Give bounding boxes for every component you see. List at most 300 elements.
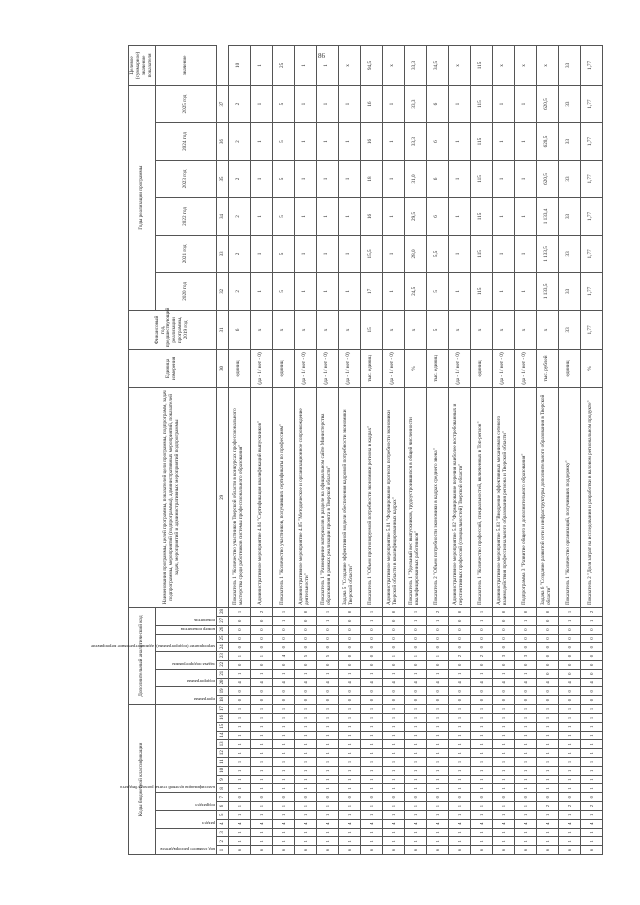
cell-y2025: 5 xyxy=(272,85,294,122)
code-cell: 3 xyxy=(514,652,536,661)
column-number: 14 xyxy=(216,731,228,740)
code-cell: 0 xyxy=(558,669,580,678)
code-cell: 1 xyxy=(338,749,360,758)
cell-y2025: 1,77 xyxy=(580,85,602,122)
code-cell: 1 xyxy=(536,722,558,731)
column-number: 3 xyxy=(216,828,228,837)
code-cell: 4 xyxy=(404,678,426,687)
target-sub-2: задача подпрограммы xyxy=(172,661,215,667)
cell-fin: x xyxy=(404,310,426,350)
code-cell: 1 xyxy=(250,784,272,793)
code-cell: 1 xyxy=(272,616,294,625)
code-cell: 0 xyxy=(448,634,470,643)
code-cell: 1 xyxy=(404,810,426,819)
code-cell: 0 xyxy=(514,660,536,669)
extra-code-group: Дополнительный аналитический код xyxy=(129,608,156,705)
cell-y2022: 29,5 xyxy=(404,198,426,235)
code-cell: 0 xyxy=(228,616,250,625)
table-row xyxy=(404,46,426,855)
code-cell: 0 xyxy=(228,625,250,634)
code-cell: 0 xyxy=(338,652,360,661)
code-cell: 0 xyxy=(294,625,316,634)
code-cell: 1 xyxy=(360,766,382,775)
code-cell: 1 xyxy=(580,740,602,749)
col-year-2023: 2023 год xyxy=(155,160,216,197)
cell-y2025: 1 xyxy=(514,85,536,122)
cell-target: 34,5 xyxy=(426,46,448,86)
table-row xyxy=(294,46,316,855)
code-cell: 0 xyxy=(294,687,316,696)
code-cell: 1 xyxy=(514,784,536,793)
code-cell: 1 xyxy=(272,775,294,784)
code-cell: 1 xyxy=(294,837,316,846)
code-cell: 1 xyxy=(360,828,382,837)
code-cell: 1 xyxy=(470,608,492,617)
code-cell: 0 xyxy=(294,643,316,652)
code-cell: 1 xyxy=(228,758,250,767)
code-cell: 0 xyxy=(404,660,426,669)
column-number: 11 xyxy=(216,758,228,767)
code-cell: 1 xyxy=(470,784,492,793)
code-cell: 1 xyxy=(382,705,404,714)
target-sub-0: программа xyxy=(193,697,215,703)
code-cell: 1 xyxy=(360,775,382,784)
code-cell: 0 xyxy=(514,696,536,705)
cell-y2022: 1 xyxy=(316,198,338,235)
code-cell: 1 xyxy=(426,669,448,678)
code-cell: 0 xyxy=(536,652,558,661)
code-cell: 0 xyxy=(250,643,272,652)
code-cell: 1 xyxy=(360,740,382,749)
code-cell: 1 xyxy=(558,775,580,784)
table-row xyxy=(514,46,536,855)
code-cell: 1 xyxy=(294,722,316,731)
code-cell: 4 xyxy=(382,678,404,687)
code-cell: 0 xyxy=(580,696,602,705)
code-cell: 1 xyxy=(250,749,272,758)
code-cell: 4 xyxy=(536,819,558,828)
code-cell: 1 xyxy=(250,714,272,723)
code-cell: 1 xyxy=(426,837,448,846)
cell-y2021: 1 xyxy=(492,235,514,272)
code-cell: 1 xyxy=(514,802,536,811)
column-number: 2 xyxy=(216,837,228,846)
cell-y2022: 1 xyxy=(448,198,470,235)
code-cell: 4 xyxy=(470,819,492,828)
cell-y2020: 1 xyxy=(382,273,404,310)
cell-y2020: 2 xyxy=(228,273,250,310)
code-cell: 1 xyxy=(492,810,514,819)
code-cell: 1 xyxy=(404,837,426,846)
code-cell: 1 xyxy=(382,652,404,661)
code-cell: 0 xyxy=(492,608,514,617)
code-cell: 1 xyxy=(426,616,448,625)
code-cell: 1 xyxy=(448,731,470,740)
code-cell: 1 xyxy=(470,766,492,775)
code-cell: 1 xyxy=(272,722,294,731)
code-cell: 0 xyxy=(360,687,382,696)
cell-y2020: 1 xyxy=(492,273,514,310)
cell-y2023: 1 xyxy=(294,160,316,197)
code-cell: 0 xyxy=(228,793,250,802)
code-cell: 1 xyxy=(360,608,382,617)
cell-name: Показатель 2 "Доля затрат на исследования и разработки в валовом региональном продукте" xyxy=(580,387,602,607)
code-cell: 0 xyxy=(250,660,272,669)
code-cell: 1 xyxy=(272,714,294,723)
code-cell: 1 xyxy=(404,616,426,625)
code-cell: 0 xyxy=(404,696,426,705)
code-cell: 4 xyxy=(316,678,338,687)
code-cell: 1 xyxy=(272,758,294,767)
code-cell: 1 xyxy=(492,714,514,723)
code-cell: 0 xyxy=(360,793,382,802)
code-cell: 0 xyxy=(536,616,558,625)
code-cell: 0 xyxy=(514,793,536,802)
code-cell: 1 xyxy=(404,731,426,740)
code-cell: 1 xyxy=(404,669,426,678)
col-year-2024: 2024 год xyxy=(155,123,216,160)
column-number: 37 xyxy=(216,85,228,122)
code-cell: 0 xyxy=(558,625,580,634)
target-sub-4: номер показателя xyxy=(180,626,215,632)
cell-fin: x xyxy=(448,310,470,350)
code-cell: 4 xyxy=(250,819,272,828)
code-cell: 1 xyxy=(470,722,492,731)
code-cell: 0 xyxy=(382,793,404,802)
cell-name: Подпрограмма 3 "Развитие общего и дополнительного образования" xyxy=(514,387,536,607)
cell-y2025: 33 xyxy=(558,85,580,122)
code-cell: 6 xyxy=(448,846,470,855)
cell-y2022: 1 xyxy=(338,198,360,235)
code-cell: 0 xyxy=(228,634,250,643)
code-cell: 1 xyxy=(580,731,602,740)
code-cell: 0 xyxy=(360,660,382,669)
code-cell: 0 xyxy=(250,687,272,696)
code-cell: 0 xyxy=(404,793,426,802)
code-cell: 1 xyxy=(316,616,338,625)
cell-name: Административное мероприятие 4.04 "Сертификация квалификаций выпускников" xyxy=(250,387,272,607)
cell-y2020: 5 xyxy=(272,273,294,310)
code-cell: 0 xyxy=(382,616,404,625)
cell-name: Административное мероприятие 4.05 "Методическое и организационное сопровождение деятельности" xyxy=(294,387,316,607)
code-cell: 0 xyxy=(470,696,492,705)
code-cell: 1 xyxy=(470,837,492,846)
code-cell: 6 xyxy=(272,846,294,855)
code-cell: 1 xyxy=(272,749,294,758)
code-cell: 0 xyxy=(470,643,492,652)
code-cell: 1 xyxy=(338,731,360,740)
code-cell: 1 xyxy=(382,775,404,784)
code-cell: 1 xyxy=(492,722,514,731)
code-cell: 6 xyxy=(294,846,316,855)
table-row xyxy=(492,46,514,855)
cell-target: 94,5 xyxy=(360,46,382,86)
cell-y2025: 1 xyxy=(492,85,514,122)
code-cell: 1 xyxy=(316,758,338,767)
cell-fin: 5 xyxy=(426,310,448,350)
code-cell: 1 xyxy=(404,749,426,758)
cell-y2021: 1 xyxy=(448,235,470,272)
col-unit-header: Единица измерения xyxy=(129,350,217,387)
code-cell: 2 xyxy=(250,608,272,617)
code-cell: 0 xyxy=(558,643,580,652)
code-cell: 1 xyxy=(338,775,360,784)
code-cell: 0 xyxy=(338,616,360,625)
code-cell: 1 xyxy=(382,810,404,819)
program-indicators-table xyxy=(90,45,603,855)
code-cell: 4 xyxy=(448,819,470,828)
cell-y2024: 1 xyxy=(514,123,536,160)
code-cell: 6 xyxy=(492,846,514,855)
column-number: 4 xyxy=(216,819,228,828)
col-name-header: Наименования программы, целей программы, показателей цели программы, подпрограмм, задач подпрограммы, мероприятий (подпрограммы), административных мероприятий, показателей задач, мероприятий и административных мероприятий подпрограммы xyxy=(129,387,217,607)
code-cell: 1 xyxy=(250,758,272,767)
column-number: 9 xyxy=(216,775,228,784)
code-cell: 1 xyxy=(470,740,492,749)
cell-unit: тыс. рублей xyxy=(536,350,558,387)
cell-y2023: 5 xyxy=(272,160,294,197)
code-cell: 1 xyxy=(470,705,492,714)
code-cell: 1 xyxy=(360,669,382,678)
cell-y2024: 115 xyxy=(470,123,492,160)
code-cell: 1 xyxy=(470,669,492,678)
cell-unit: (да - 1/ нет - 0) xyxy=(382,350,404,387)
column-number: 8 xyxy=(216,784,228,793)
table-row xyxy=(448,46,470,855)
code-cell: 1 xyxy=(536,766,558,775)
code-cell: 1 xyxy=(338,810,360,819)
code-cell: 0 xyxy=(448,696,470,705)
code-cell: 1 xyxy=(580,775,602,784)
cell-y2021: 1,77 xyxy=(580,235,602,272)
code-cell: 0 xyxy=(272,687,294,696)
column-number: 17 xyxy=(216,705,228,714)
column-number: 5 xyxy=(216,810,228,819)
code-cell: 0 xyxy=(536,669,558,678)
cell-y2021: 115 xyxy=(470,235,492,272)
code-cell: 1 xyxy=(316,775,338,784)
code-cell: 0 xyxy=(272,625,294,634)
code-cell: 1 xyxy=(470,616,492,625)
code-cell: 1 xyxy=(272,837,294,846)
code-cell: 1 xyxy=(316,784,338,793)
code-cell: 0 xyxy=(316,643,338,652)
code-cell: 6 xyxy=(580,846,602,855)
table-row xyxy=(316,46,338,855)
cell-y2025: 1 xyxy=(316,85,338,122)
code-cell: 1 xyxy=(580,837,602,846)
code-cell: 0 xyxy=(404,625,426,634)
code-cell: 1 xyxy=(382,749,404,758)
cell-unit: единиц xyxy=(228,350,250,387)
cell-y2021: 1 xyxy=(338,235,360,272)
code-cell: 1 xyxy=(448,714,470,723)
code-cell: 1 xyxy=(404,802,426,811)
code-cell: 1 xyxy=(272,810,294,819)
table-row xyxy=(228,46,250,855)
code-cell: 1 xyxy=(228,714,250,723)
code-cell: 4 xyxy=(360,678,382,687)
code-cell: 0 xyxy=(536,643,558,652)
code-cell: 1 xyxy=(338,669,360,678)
code-cell: 0 xyxy=(558,634,580,643)
code-cell: 1 xyxy=(360,705,382,714)
budget-sub-0: код главного распорядителя xyxy=(160,847,215,852)
code-cell: 1 xyxy=(580,749,602,758)
code-cell: 1 xyxy=(514,669,536,678)
code-cell: 1 xyxy=(558,810,580,819)
code-cell: 1 xyxy=(316,731,338,740)
code-cell: 1 xyxy=(250,669,272,678)
code-cell: 1 xyxy=(272,766,294,775)
cell-target: 33,3 xyxy=(404,46,426,86)
code-cell: 1 xyxy=(448,758,470,767)
code-cell: 1 xyxy=(448,837,470,846)
code-cell: 4 xyxy=(338,678,360,687)
code-cell: 0 xyxy=(536,696,558,705)
cell-y2024: 33,3 xyxy=(404,123,426,160)
code-cell: 1 xyxy=(316,837,338,846)
code-cell: 0 xyxy=(448,608,470,617)
code-cell: 4 xyxy=(272,652,294,661)
code-cell: 4 xyxy=(272,819,294,828)
cell-name: Показатель 2 "Объем потребности экономики в кадрах среднего звена" xyxy=(426,387,448,607)
cell-unit: % xyxy=(580,350,602,387)
code-cell: 0 xyxy=(580,643,602,652)
code-cell: 1 xyxy=(228,828,250,837)
code-cell: 0 xyxy=(426,696,448,705)
cell-y2024: 1 xyxy=(448,123,470,160)
code-cell: 1 xyxy=(382,740,404,749)
cell-y2021: 1 xyxy=(514,235,536,272)
code-cell: 4 xyxy=(294,819,316,828)
cell-target: x xyxy=(382,46,404,86)
code-cell: 0 xyxy=(580,660,602,669)
cell-name: Показатель 1 "Количество участников Тверской области в конкурсах профессионального мастерства среди работников системы профессионального образования" xyxy=(228,387,250,607)
code-cell: 0 xyxy=(272,696,294,705)
code-cell: 1 xyxy=(580,722,602,731)
code-cell: 1 xyxy=(404,828,426,837)
code-cell: 0 xyxy=(250,616,272,625)
cell-y2021: 5,5 xyxy=(426,235,448,272)
code-cell: 1 xyxy=(426,828,448,837)
target-sub-5: показатель xyxy=(193,617,215,623)
code-cell: 1 xyxy=(382,714,404,723)
code-cell: 0 xyxy=(558,652,580,661)
column-number: 24 xyxy=(216,643,228,652)
col-year-2021: 2021 год xyxy=(155,235,216,272)
code-cell: 1 xyxy=(338,740,360,749)
code-cell: 1 xyxy=(272,731,294,740)
code-cell: 1 xyxy=(492,828,514,837)
code-cell: 0 xyxy=(514,643,536,652)
code-cell: 0 xyxy=(338,634,360,643)
cell-y2022: 1 xyxy=(294,198,316,235)
code-cell: 1 xyxy=(250,722,272,731)
cell-y2024: 2 xyxy=(228,123,250,160)
code-cell: 0 xyxy=(580,793,602,802)
cell-y2022: 2 xyxy=(228,198,250,235)
code-cell: 1 xyxy=(228,722,250,731)
code-cell: 1 xyxy=(426,758,448,767)
code-cell: 2 xyxy=(580,608,602,617)
cell-y2024: 6 xyxy=(426,123,448,160)
cell-target: 1 xyxy=(250,46,272,86)
code-cell: 0 xyxy=(536,634,558,643)
code-cell: 0 xyxy=(448,687,470,696)
column-number: 15 xyxy=(216,722,228,731)
code-cell: 0 xyxy=(580,669,602,678)
code-cell: 1 xyxy=(448,802,470,811)
code-cell: 1 xyxy=(558,758,580,767)
cell-fin: x xyxy=(338,310,360,350)
cell-y2020: 1 133,5 xyxy=(536,273,558,310)
column-number: 31 xyxy=(216,310,228,350)
cell-y2024: 1,77 xyxy=(580,123,602,160)
cell-y2021: 28,0 xyxy=(404,235,426,272)
col-target-value: значение xyxy=(155,46,216,86)
code-cell: 1 xyxy=(294,784,316,793)
cell-y2022: 1 xyxy=(514,198,536,235)
code-cell: 1 xyxy=(426,714,448,723)
code-cell: 4 xyxy=(514,819,536,828)
column-number: 22 xyxy=(216,660,228,669)
cell-y2025: 33,3 xyxy=(404,85,426,122)
code-cell: 0 xyxy=(448,643,470,652)
cell-unit: (да - 1/ нет - 0) xyxy=(338,350,360,387)
code-cell: 1 xyxy=(580,714,602,723)
cell-y2023: 1,77 xyxy=(580,160,602,197)
code-cell: 0 xyxy=(514,625,536,634)
code-cell: 0 xyxy=(404,687,426,696)
code-cell: 2 xyxy=(558,802,580,811)
cell-name: Показатель 1 "Объем прогнозируемой потребности экономики региона в кадрах" xyxy=(360,387,382,607)
code-cell: 1 xyxy=(360,758,382,767)
code-cell: 1 xyxy=(404,652,426,661)
code-cell: 0 xyxy=(580,687,602,696)
cell-y2021: 1 xyxy=(382,235,404,272)
code-cell: 0 xyxy=(514,634,536,643)
code-cell: 2 xyxy=(536,802,558,811)
cell-y2023: 1 xyxy=(250,160,272,197)
code-cell: 1 xyxy=(250,810,272,819)
code-cell: 1 xyxy=(580,616,602,625)
code-cell: 1 xyxy=(470,714,492,723)
cell-y2025: 1 xyxy=(250,85,272,122)
code-cell: 1 xyxy=(228,775,250,784)
code-cell: 1 xyxy=(514,810,536,819)
cell-y2022: 1 xyxy=(250,198,272,235)
code-cell: 3 xyxy=(492,652,514,661)
code-cell: 0 xyxy=(470,793,492,802)
code-cell: 1 xyxy=(492,669,514,678)
cell-unit: единиц xyxy=(470,350,492,387)
code-cell: 1 xyxy=(558,722,580,731)
code-cell: 0 xyxy=(294,616,316,625)
cell-y2022: 6 xyxy=(426,198,448,235)
cell-target: 1 xyxy=(316,46,338,86)
cell-fin: x xyxy=(536,310,558,350)
cell-y2021: 15,5 xyxy=(360,235,382,272)
cell-unit: единиц xyxy=(272,350,294,387)
code-cell: 1 xyxy=(536,731,558,740)
code-cell: 1 xyxy=(492,784,514,793)
code-cell: 1 xyxy=(382,766,404,775)
code-cell: 0 xyxy=(250,793,272,802)
col-year-2022: 2022 год xyxy=(155,198,216,235)
cell-fin: 15 xyxy=(360,310,382,350)
code-cell: 6 xyxy=(514,846,536,855)
